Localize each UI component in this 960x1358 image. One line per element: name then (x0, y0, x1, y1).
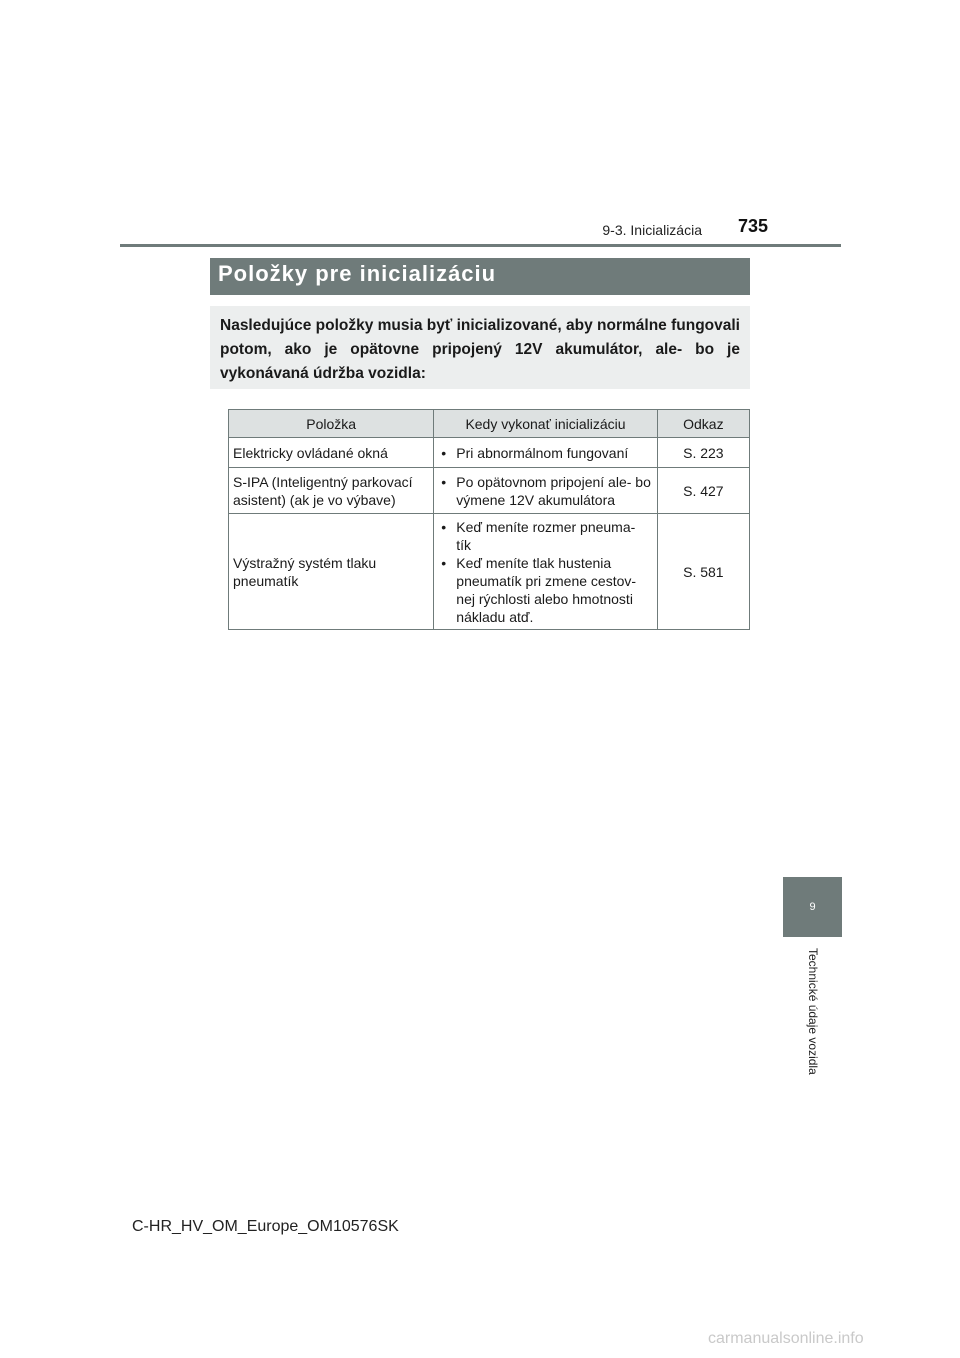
list-item: • Po opätovnom pripojení ale- bo výmene 12V akumulátora (438, 473, 652, 509)
chapter-number: 9 (809, 901, 816, 913)
cell-item: S-IPA (Inteligentný parkovací asistent) (ak je vo výbave) (229, 468, 434, 514)
running-header-section: 9-3. Inicializácia (602, 222, 702, 238)
document-code: C-HR_HV_OM_Europe_OM10576SK (132, 1218, 399, 1235)
chapter-tab (783, 877, 842, 937)
cell-item: Výstražný systém tlaku pneumatík (229, 514, 434, 630)
cell-when (434, 468, 657, 514)
column-header-when: Kedy vykonať inicializáciu (434, 410, 657, 438)
section-title: Položky pre inicializáciu (210, 258, 750, 295)
column-header-reference: Odkaz (657, 410, 749, 438)
intro-paragraph: Nasledujúce položky musia byť inicializované, aby normálne fungovali potom, ako je opätovne pripojený 12V akumulátor, ale- bo je vykonávaná údržba vozidla: (210, 306, 750, 389)
cell-item: Elektricky ovládané okná (229, 438, 434, 468)
cell-when (434, 438, 657, 468)
chapter-label: Technické údaje vozidla (806, 948, 820, 1075)
table-row (229, 468, 750, 514)
initialization-table (228, 409, 750, 630)
page-number: 735 (738, 216, 769, 236)
table-row (229, 514, 750, 630)
cell-reference: S. 581 (657, 514, 749, 630)
list-item: • Keď meníte rozmer pneuma- tík (438, 518, 652, 554)
list-item: • Pri abnormálnom fungovaní (438, 444, 652, 462)
column-header-item: Položka (229, 410, 434, 438)
table-header-row (229, 410, 750, 438)
watermark: carmanualsonline.info (708, 1330, 864, 1347)
cell-reference: S. 427 (657, 468, 749, 514)
cell-when (434, 514, 657, 630)
list-item: • Keď meníte tlak hustenia pneumatík pri zmene cestov- nej rýchlosti alebo hmotnosti nákladu atď. (438, 554, 652, 626)
table-row (229, 438, 750, 468)
header-divider (120, 244, 841, 247)
cell-reference: S. 223 (657, 438, 749, 468)
